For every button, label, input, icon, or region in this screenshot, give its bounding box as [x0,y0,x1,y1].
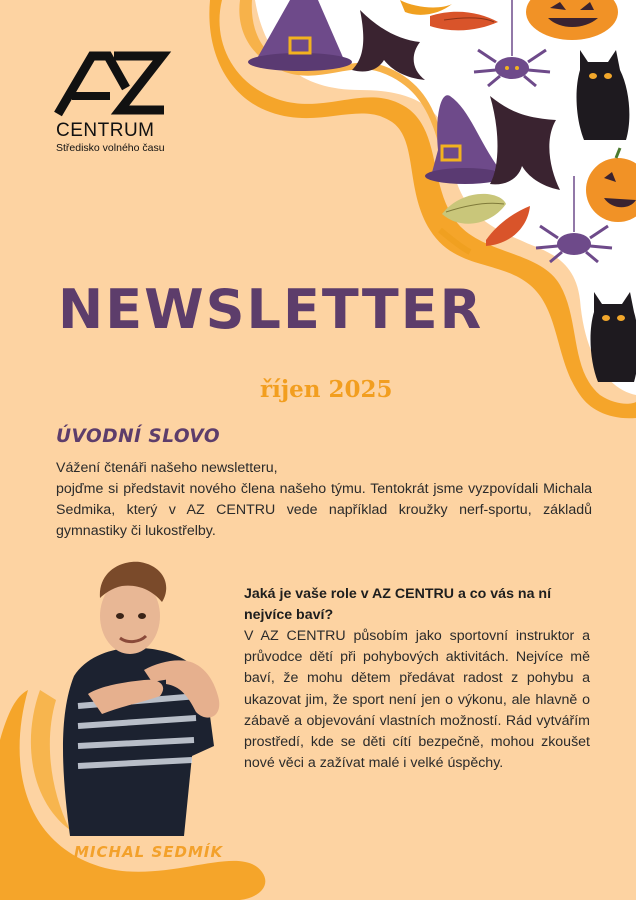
az-centrum-logo [52,48,172,118]
photo-caption: MICHAL SEDMÍK [74,843,224,861]
section-heading: ÚVODNÍ SLOVO [56,426,221,447]
newsletter-title: NEWSLETTER [58,278,484,341]
logo-subtitle: Středisko volného času [56,142,165,154]
black-cat-icon [591,292,636,382]
issue-date: říjen 2025 [260,376,393,403]
intro-text-block [56,458,592,542]
intro-greeting: Vážení čtenáři našeho newsletteru, [56,460,278,476]
intro-paragraph: pojďme si představit nového člena našeho týmu. Tentokrát jsme vyzpovídali Michala Sedmika, který v AZ CENTRU vede například kroužky nerf-sportu, základů gymnastiky či lukostřelby. [56,481,592,539]
interview-question: Jaká je vaše role v AZ CENTRU a co vás na ní nejvíce baví? [244,586,552,623]
logo-name: CENTRUM [56,120,155,141]
interview-answer: V AZ CENTRU působím jako sportovní instruktor a průvodce dětí při pohybových aktivitách. Nejvíce mě baví, že mohu dětem předávat radost z pohybu a ukazovat jim, že sport není jen o výkonu, ale hlavně o zábavě a objevování vlastních možností. Rád vytvářím prostředí, kde se děti cítí bezpečně, mohou zkoušet nové věci a zažívat malé i velké úspěchy. [244,628,590,772]
az-logo-icon [52,48,172,118]
portrait-photo [48,546,238,836]
